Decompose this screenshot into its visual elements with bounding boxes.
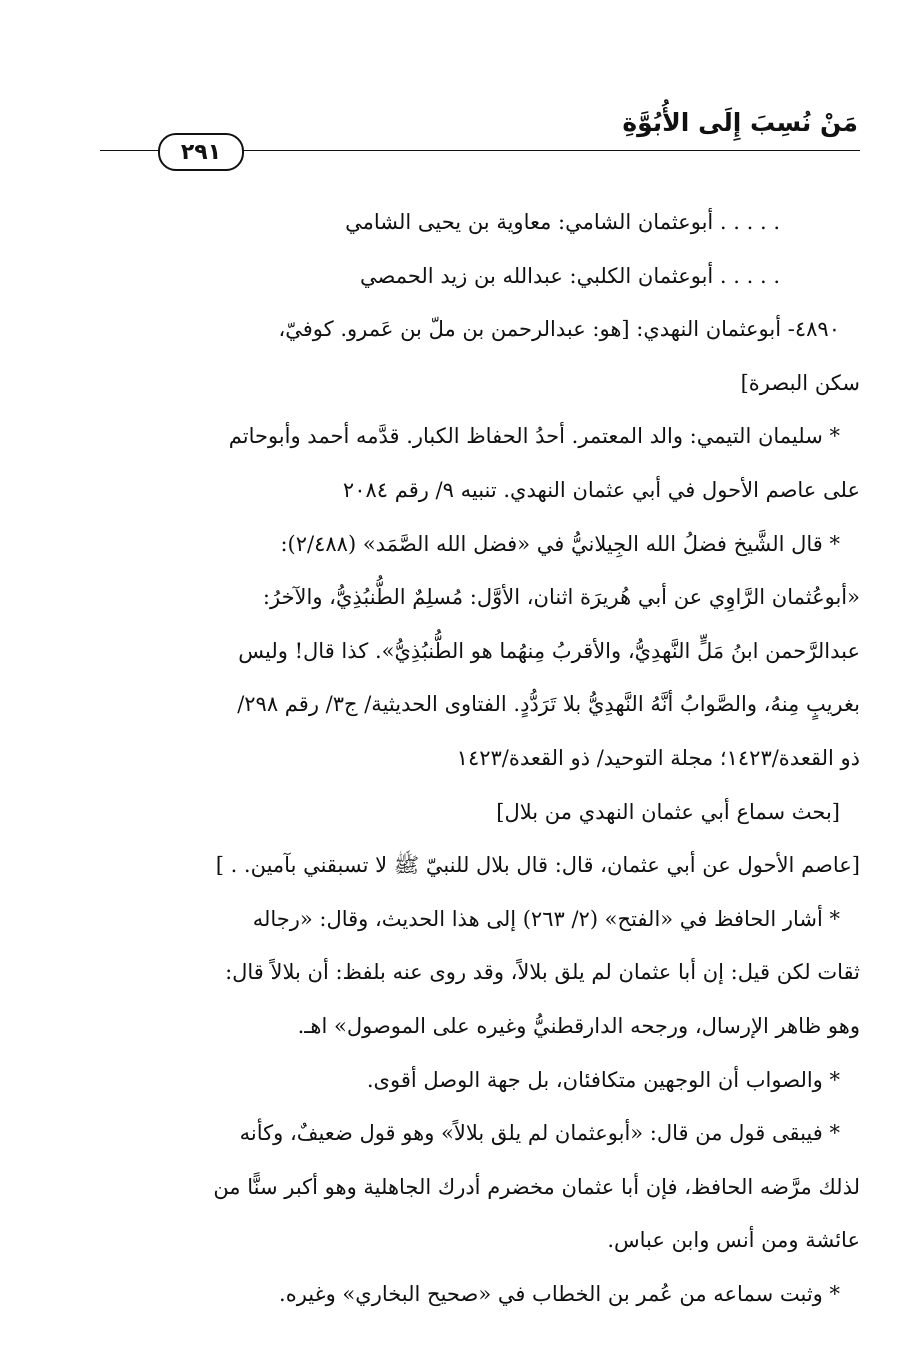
page-number: ٢٩١ [158,133,244,171]
text-line: ٤٨٩٠- أبوعثمان النهدي: [هو: عبدالرحمن بن ملّ بن عَمرو. كوفيّ، [278,317,840,342]
text-line: * فيبقى قول من قال: «أبوعثمان لم يلق بلالاً» وهو قول ضعيفٌ، وكأنه [239,1121,840,1146]
text-line: * وثبت سماعه من عُمر بن الخطاب في «صحيح البخاري» وغيره. [279,1281,840,1306]
text-line: عبدالرَّحمن ابنُ مَلٍّ النَّهدِيُّ، والأقربُ مِنهُما هو الطُّنبُذِيُّ». كذا قال! وليس [238,638,860,663]
text-line: . . . . . أبوعثمان الشامي: معاوية بن يحيى الشامي [345,210,780,234]
text-line: [عاصم الأحول عن أبي عثمان، قال: قال بلال للنبيّ ﷺ لا تسبقني بآمين. . ] [215,853,860,878]
text-line: ذو القعدة/١٤٢٣؛ مجلة التوحيد/ ذو القعدة/١٤٢٣ [456,745,860,770]
text-line: «أبوعُثمان الرَّاوِي عن أبي هُريرَة اثنان، الأوَّل: مُسلِمٌ الطُّنبُذِيُّ، والآخرُ: [262,585,860,610]
text-line: على عاصم الأحول في أبي عثمان النهدي. تنبيه ٩/ رقم ٢٠٨٤ [342,477,860,502]
text-line: * أشار الحافظ في «الفتح» (٢/ ٢٦٣) إلى هذا الحديث، وقال: «رجاله [252,906,840,931]
text-line: سكن البصرة] [740,370,860,395]
text-line: وهو ظاهر الإرسال، ورجحه الدارقطنيُّ وغيره على الموصول» اهـ. [297,1013,860,1038]
text-line: * قال الشَّيخ فضلُ الله الجِيلانيُّ في «فضل الله الصَّمَد» (٢/٤٨٨): [280,531,840,556]
text-line: [بحث سماع أبي عثمان النهدي من بلال] [496,799,840,824]
text-line: عائشة ومن أنس وابن عباس. [607,1228,860,1253]
text-line: * سليمان التيمي: والد المعتمر. أحدُ الحفاظ الكبار. قدَّمه أحمد وأبوحاتم [228,424,840,449]
text-line: * والصواب أن الوجهين متكافئان، بل جهة الوصل أقوى. [366,1067,840,1092]
body-text [100,196,860,1321]
text-line: بغريبٍ مِنهُ، والصَّوابُ أنَّهُ النَّهدِيُّ بلا تَرَدُّدٍ. الفتاوى الحديثية/ ج٣/ رقم ٢٩٨/ [237,692,860,717]
text-line: . . . . . أبوعثمان الكلبي: عبدالله بن زيد الحمصي [360,263,780,288]
running-header-title: مَنْ نُسِبَ إِلَى الأُبُوَّةِ [622,108,858,137]
text-line: ثقات لكن قيل: إن أبا عثمان لم يلق بلالاً، وقد روى عنه بلفظ: أن بلالاً قال: [225,960,860,985]
text-line: لذلك مرَّضه الحافظ، فإن أبا عثمان مخضرم أدرك الجاهلية وهو أكبر سنًّا من [213,1174,860,1199]
